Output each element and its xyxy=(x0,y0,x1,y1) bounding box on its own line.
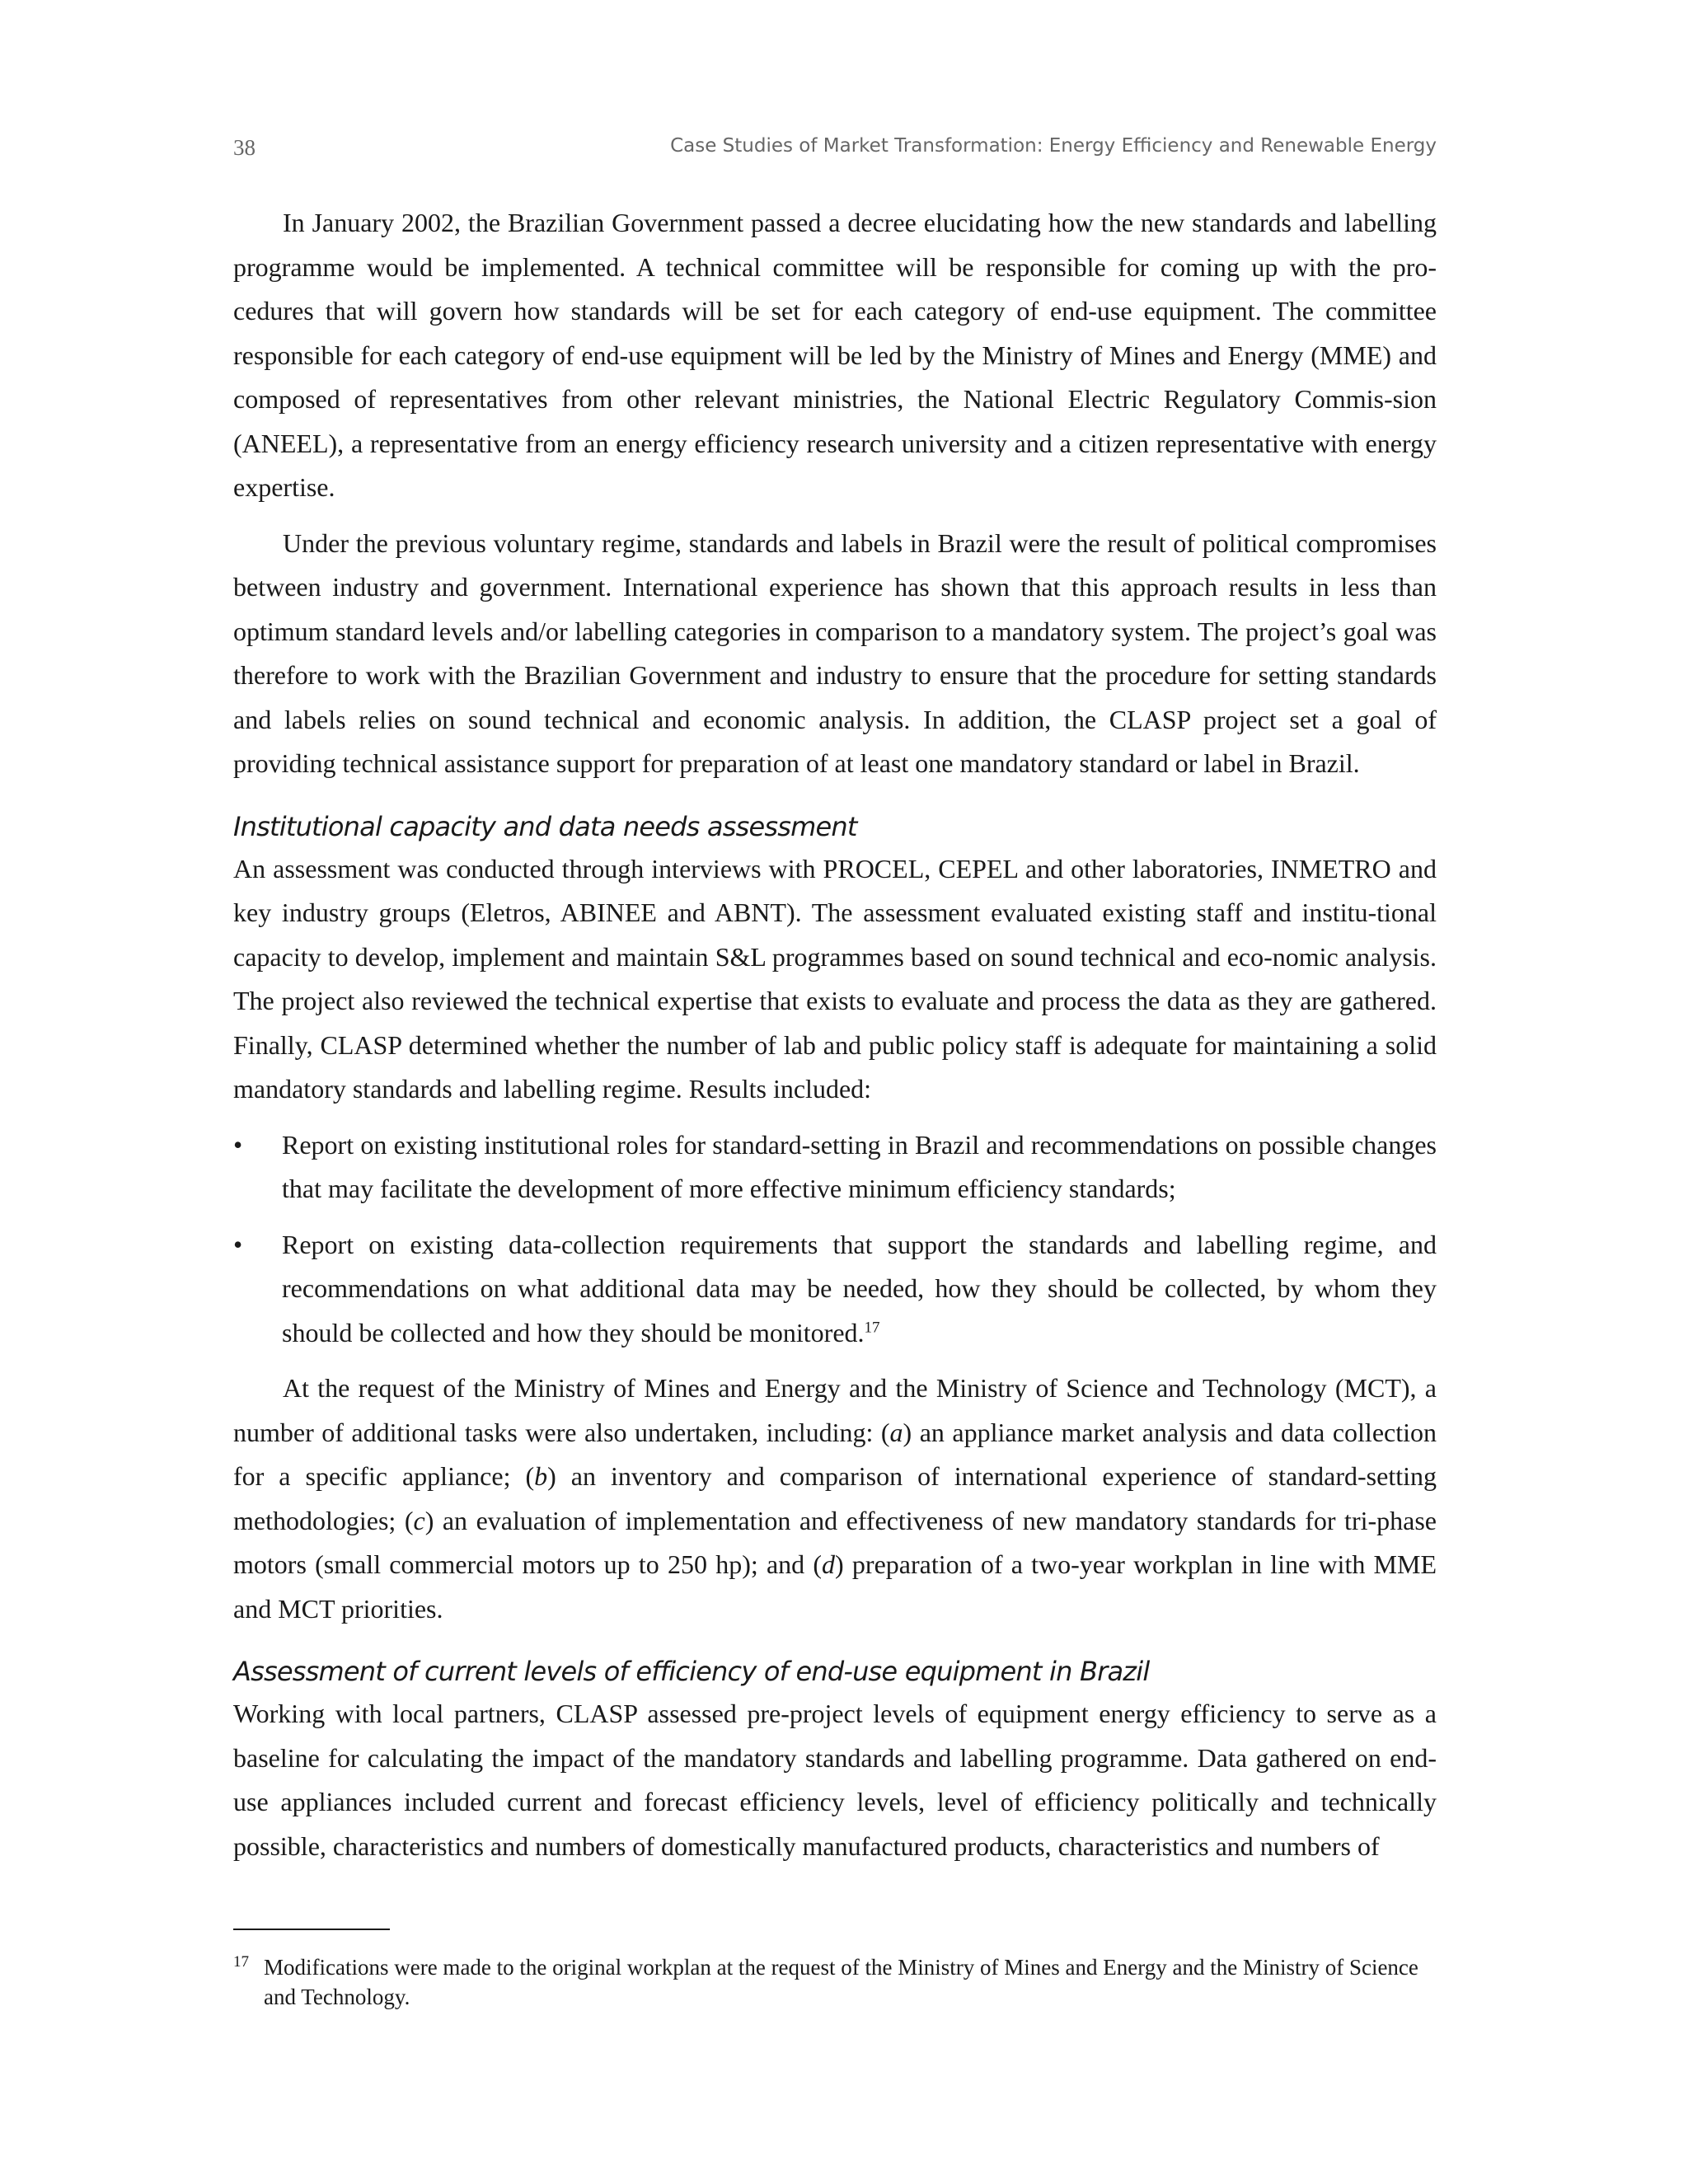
page-number: 38 xyxy=(233,135,256,160)
list-letter: b xyxy=(534,1461,548,1491)
list-item-text: Report on existing institutional roles for standard-setting in Brazil and recommendations on possible changes that may facilitate the development of more effective minimum efficiency standards; xyxy=(282,1129,1437,1203)
text-run: At the request of the Ministry of Mines and Energy and the Ministry of Science and Technology (MCT), a number of additional tasks were also undertaken, including: ( xyxy=(233,1373,1437,1447)
section-heading-institutional-capacity: Institutional capacity and data needs assessment xyxy=(233,810,857,842)
running-header xyxy=(233,135,1437,168)
footnote-reference[interactable]: 17 xyxy=(864,1318,880,1336)
bullet-icon: • xyxy=(233,1129,243,1160)
list-letter: c xyxy=(413,1505,425,1535)
list-item-text: Report on existing data-collection requirements that support the standards and labelling regime, and recommendations on what additional data may be needed, how they should be collected, by whom they should be collected and how they should be monitored. xyxy=(282,1229,1437,1347)
list-letter: a xyxy=(889,1417,903,1447)
results-list xyxy=(233,1123,1437,1356)
paragraph-voluntary-regime: Under the previous voluntary regime, standards and labels in Brazil were the result of political compromises between industry and government. International experience has shown that this approach results in less than optimum standard levels and/or labelling categories in comparison to a mandatory system. The project’s goal was therefore to work with the Brazilian Government and industry to ensure that the procedure for setting standards and labels relies on sound technical and economic analysis. In addition, the CLASP project set a goal of providing technical assistance support for preparation of at least one mandatory standard or label in Brazil. xyxy=(233,527,1437,778)
list-letter: d xyxy=(822,1549,836,1579)
running-title: Case Studies of Market Transformation: Energy Efficiency and Renewable Energy xyxy=(670,135,1437,157)
footnote-text: Modifications were made to the original workplan at the request of the Ministry of Mines and Energy and the Ministry of Science and Technology. xyxy=(264,1955,1418,2009)
footnote-number: 17 xyxy=(233,1953,249,1971)
bullet-icon: • xyxy=(233,1229,243,1259)
section-heading-efficiency-assessment: Assessment of current levels of efficiency of end-use equipment in Brazil xyxy=(233,1656,1150,1687)
body-text xyxy=(233,201,1437,1880)
text-run: ) an inventory and comparison of international experience of standard-setting methodologies; ( xyxy=(233,1461,1437,1535)
paragraph-assessment: An assessment was conducted through interviews with PROCEL, CEPEL and other laboratories, INMETRO and key industry groups (Eletros, ABINEE and ABNT). The assessment evaluated existing staff and institu-tional capacity to develop, implement and maintain S&L programmes based on sound technical and eco-nomic analysis. The project also reviewed the technical expertise that exists to evaluate and process the data as they are gathered. Finally, CLASP determined whether the number of lab and public policy staff is adequate for maintaining a solid mandatory standards and labelling regime. Results included: xyxy=(233,853,1437,1104)
footnote-divider xyxy=(233,1929,390,1930)
paragraph-local-partners: Working with local partners, CLASP assessed pre-project levels of equipment energy efficiency to serve as a baseline for calculating the impact of the mandatory standards and labelling programme. Data gathered on end-use appliances included current and forecast efficiency levels, level of efficiency politically and technically possible, characteristics and numbers of domestically manufactured products, characteristics and numbers of xyxy=(233,1699,1437,1861)
text-run: ) an appliance market analysis and data collection for a specific appliance; ( xyxy=(233,1417,1437,1491)
paragraph-decree: In January 2002, the Brazilian Government passed a decree elucidating how the new standards and labelling programme would be implemented. A technical committee will be responsible for coming up with the pro-cedures that will govern how standards will be set for each category of end-use equipment. The committee responsible for each category of end-use equipment will be led by the Ministry of Mines and Energy (MME) and composed of representatives from other relevant ministries, the National Electric Regulatory Commis-sion (ANEEL), a representative from an energy efficiency research university and a citizen representative with energy expertise. xyxy=(233,208,1437,502)
text-run: ) an evaluation of implementation and effectiveness of new mandatory standards for tri-phase motors (small commercial motors up to 250 hp); and ( xyxy=(233,1505,1437,1579)
list-item xyxy=(233,1223,1437,1356)
text-run: ) preparation of a two-year workplan in line with MME and MCT priorities. xyxy=(233,1549,1437,1624)
paragraph-additional-tasks xyxy=(233,1366,1437,1631)
list-item xyxy=(233,1123,1437,1212)
footnote xyxy=(233,1952,1437,2012)
